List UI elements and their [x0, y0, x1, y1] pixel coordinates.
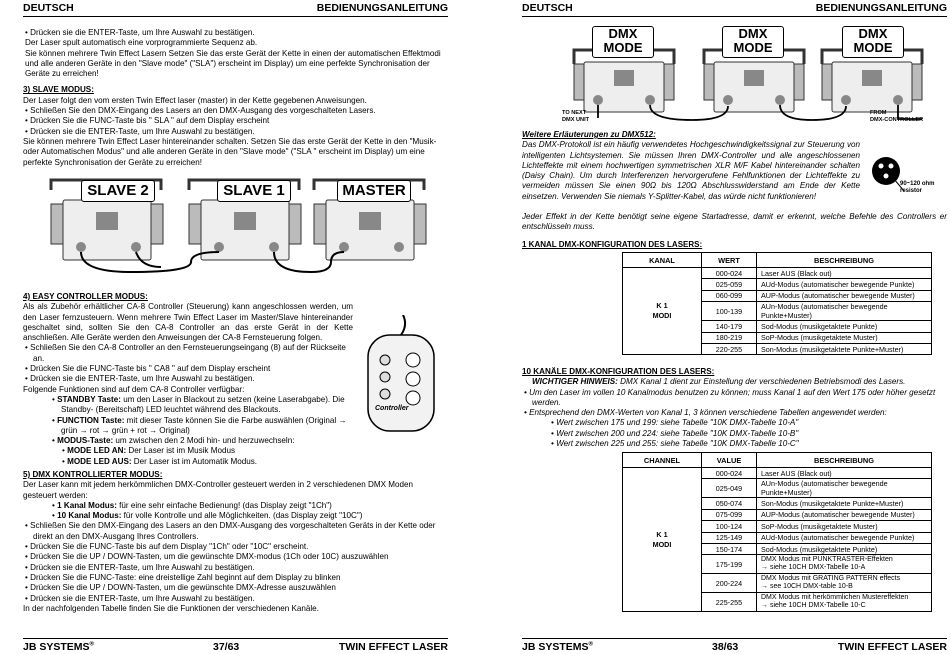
easy-bullet: • Drücken sie die ENTER-Taste, um Ihre Auswahl zu bestätigen.: [25, 374, 255, 384]
table2-sub: • Wert zwischen 225 und 255: siehe Tabelle "10K DMX-Tabelle 10-C": [551, 439, 799, 449]
label-slave-2: SLAVE 2: [81, 180, 155, 202]
slave-bullet: • Drücken sie die ENTER-Taste, um Ihre Auswahl zu bestätigen.: [25, 126, 255, 136]
header-rule: [23, 16, 448, 17]
easy-text2: Folgende Funktionen sind auf dem CA-8 Controller verfügbar:: [23, 384, 245, 394]
footer-rule: [23, 638, 448, 639]
footer-product: TWIN EFFECT LASER: [338, 641, 448, 653]
dmx-bullet: • Drücken Sie die UP / DOWN-Tasten, um die gewünschte DMX-modus (1Ch oder 10C) auszuwählen: [25, 552, 389, 562]
header-language: DEUTSCH: [23, 2, 74, 14]
desc-cell: DMX Modus mit GRATING PATTERN effects → see 10CH DMX-table 10-B: [757, 574, 932, 593]
intro-bullet: • Drücken sie die ENTER-Taste, um Ihre Auswahl zu bestätigen.: [25, 28, 255, 37]
table2-hint: WICHTIGER HINWEIS: DMX Kanal 1 dient zur Einstellung der verschiedenen Betriebsmodi des Lasers.: [532, 377, 906, 387]
table-header: WERT: [702, 253, 757, 268]
dmx512-text2: Jeder Effekt in der Kette benötigt seine eigene Startadresse, damit er erkennt, welche Befehle des Controllers er entschlüsseln muss.: [522, 212, 947, 232]
desc-cell: AUP-Modus (automatischer bewegende Muster): [757, 509, 932, 520]
slave-text: Der Laser folgt den vom ersten Twin Effect laser (master) in der Kette gegebenen Anweisungen.: [23, 95, 367, 105]
desc-cell: DMX Modus mit herkömmlichen Mustereffekten → siehe 10CH DMX-Tabelle 10-C: [757, 593, 932, 612]
value-cell: 180-219: [702, 332, 757, 343]
dmx-mode-item: • 10 Kanal Modus: für volle Kontrolle und alle Möglichkeiten. (das Display zeigt "10C"): [52, 511, 363, 521]
desc-cell: AUn-Modus (automatischer bewegende Punkte+Muster): [757, 479, 932, 498]
dmx-mode-item: • 1 Kanal Modus: für eine sehr einfache Bedienung! (das Display zeigt "1Ch"): [52, 500, 332, 510]
dmx512-text: Das DMX-Protokoll ist ein häufig verwendetes Hochgeschwindigkeitssignal zur Steuerung von intelligenten Lichtsystemen. Sie müssen Ihren DMX-Controller und alle angeschlossenen Lichteffekte mit einem hochwertigen symmetrischen XLR M/F Kabel hintereinander schalten (Daisy Chain). Um durch Interferenzen hervorgerufene Fehlfunktionen der Lichteffekte zu vermeiden müssen Sie einen 90Ω bis 120Ω Abschlusswiderstand am Ende der Kette einsetzen. Verwenden Sie niemals Y-Splitter-Kabel, das würde nicht funktionieren!: [522, 140, 860, 201]
desc-cell: AUd-Modus (automatischer bewegende Punkte): [757, 532, 932, 543]
footer-page-number: 37/63: [213, 641, 240, 653]
easy-sub-item: • MODUS-Taste: um zwischen den 2 Modi hin- und herzuwechseln:: [52, 436, 295, 446]
value-cell: 175-199: [702, 555, 757, 574]
from-controller-label: FROM DMX-CONTROLLER: [870, 110, 924, 123]
easy-mode-item: • MODE LED AUS: Der Laser ist im Automatik Modus.: [62, 456, 258, 466]
value-cell: 060-099: [702, 290, 757, 301]
value-cell: 225-255: [702, 593, 757, 612]
desc-cell: DMX Modus mit PUNKTRASTER-Effekten → siehe 10CH DMX-Tabelle 10-A: [757, 555, 932, 574]
table2-title: 10 KANÄLE DMX-KONFIGURATION DES LASERS:: [522, 367, 715, 376]
dmx-chain-diagram: [562, 24, 947, 126]
header-language: DEUTSCH: [522, 2, 573, 14]
value-cell: 050-074: [702, 498, 757, 509]
table-header: KANAL: [623, 253, 702, 268]
footer-rule: [522, 638, 947, 639]
intro-line: Der Laser spult automatisch eine vorprogrammierte Sequenz ab.: [25, 38, 258, 48]
dmx-bullet: • Drücken Sie die FUNC-Taste: eine dreistellige Zahl beginnt auf dem Display zu blinken: [25, 572, 341, 582]
dmx-table-1ch: [622, 252, 932, 355]
dmx512-title: Weitere Erläuterungen zu DMX512:: [522, 130, 656, 139]
value-cell: 000-024: [702, 468, 757, 479]
header-title: BEDIENUNGSANLEITUNG: [316, 2, 448, 14]
desc-cell: SoP-Modus (musikgetaktete Muster): [757, 332, 932, 343]
label-master: MASTER: [337, 180, 411, 202]
value-cell: 075-099: [702, 509, 757, 520]
label-dmx-mode-2: DMX MODE: [722, 26, 784, 58]
desc-cell: AUd-Modus (automatischer bewegende Punkte): [757, 279, 932, 290]
ca8-controller-illustration: [363, 315, 443, 435]
dmx-table-10ch: [622, 452, 932, 612]
footer-product: TWIN EFFECT LASER: [837, 641, 947, 653]
value-cell: 100-124: [702, 521, 757, 532]
table-row: [623, 468, 932, 479]
label-dmx-mode-1: DMX MODE: [592, 26, 654, 58]
label-slave-1: SLAVE 1: [217, 180, 291, 202]
dmx-text: Der Laser kann mit jedem herkömmlichen DMX-Controller gesteuert werden in 2 verschiedenen DMX Moden gesteuert werden:: [23, 480, 414, 500]
page-header: [23, 2, 448, 16]
footer-page-number: 38/63: [712, 641, 739, 653]
slave-bullet: • Schließen Sie den DMX-Eingang des Lasers an den DMX-Ausgang des vorgeschalteten Lasers.: [25, 106, 376, 116]
desc-cell: SoP-Modus (musikgetaktete Muster): [757, 521, 932, 532]
controller-label: Controller: [375, 405, 409, 412]
page-header: [522, 2, 947, 16]
section-title-slave: 3) SLAVE MODUS:: [23, 85, 94, 95]
table2-sub: • Wert zwischen 200 und 224: siehe Tabelle "10K DMX-Tabelle 10-B": [551, 428, 799, 438]
table2-bullet: • Entsprechend den DMX-Werten von Kanal 1, 3 können verschiedene Tabellen angewendet werden:: [524, 408, 887, 418]
value-cell: 150-174: [702, 543, 757, 554]
label-dmx-mode-3: DMX MODE: [842, 26, 904, 58]
table-row: [623, 268, 932, 279]
desc-cell: Laser AUS (Black out): [757, 268, 932, 279]
page-footer: [522, 641, 947, 654]
easy-text: Als als Zubehör erhältlicher CA-8 Controller (Steuerung) kann angeschlossen werden, um den Laser fernzusteuern. Wenn mehrere Twin Effect Laser im Master/Slave hintereinander geschaltet sind, sollten Sie den CA-8 Controller an das erste Gerät in der Kette anschließen. Alle Geräte werden den Anweisungen der CA-8 Fernsteuerung folgen.: [23, 302, 353, 343]
value-cell: 200-224: [702, 574, 757, 593]
easy-sub-item: • FUNCTION Taste: mit dieser Taste können Sie die Farbe auswählen (Original → grün → rot → grün + rot → Original): [52, 415, 347, 435]
header-rule: [522, 16, 947, 17]
xlr-resistor-illustration: [870, 155, 947, 199]
footer-brand: JB SYSTEMS®: [23, 641, 94, 653]
intro-block: [23, 28, 448, 168]
section-title-easy: 4) EASY CONTROLLER MODUS:: [23, 292, 148, 301]
value-cell: 140-179: [702, 321, 757, 332]
page-footer: [23, 641, 448, 654]
footer-brand: JB SYSTEMS®: [522, 641, 593, 653]
left-page: [23, 0, 448, 654]
dmx-bullet: • Schließen Sie den DMX-Eingang des Lasers an den DMX-Ausgang des vorgeschalteten Geräts in der Kette oder direkt an den DMX-Ausgang Ihres Controllers.: [25, 521, 436, 541]
table-header: BESCHREIBUNG: [757, 253, 932, 268]
desc-cell: Sod-Modus (musikgetaktete Punkte): [757, 543, 932, 554]
desc-cell: Son-Modus (musikgetaktete Punkte+Muster): [757, 343, 932, 354]
channel-cell: K 1 MODI: [623, 268, 702, 355]
dmx-bullet: • Drücken Sie die FUNC-Taste bis auf dem Display "1Ch" oder "10C" erscheint.: [25, 542, 309, 552]
dmx512-block: [522, 130, 860, 202]
header-title: BEDIENUNGSANLEITUNG: [815, 2, 947, 14]
dmx-bullet: • Drücken Sie die UP / DOWN-Tasten, um die gewünschte DMX-Adresse auszuwählen: [25, 583, 336, 593]
value-cell: 125-149: [702, 532, 757, 543]
dmx-end: In der nachfolgenden Tabelle finden Sie die Funktionen der verschiedenen Kanäle.: [23, 603, 319, 613]
desc-cell: Laser AUS (Black out): [757, 468, 932, 479]
dmx-mode-block: [23, 470, 448, 614]
value-cell: 025-059: [702, 279, 757, 290]
table2-intro: [522, 367, 947, 449]
section-title-dmx: 5) DMX KONTROLLIERTER MODUS:: [23, 470, 163, 479]
resistor-label: 90~120 ohm resistor: [900, 181, 935, 194]
easy-sub-item: • STANDBY Taste: um den Laser in Blackout zu setzen (keine Laserabgabe). Die Standby- (Bereitschaft) LED leuchtet während des Blackouts.: [52, 394, 345, 415]
easy-mode-item: • MODE LED AN: Der Laser ist im Musik Modus: [62, 446, 235, 456]
value-cell: 220-255: [702, 343, 757, 354]
table-header-row: [623, 453, 932, 468]
to-next-label: TO NEXT DMX UNIT: [562, 110, 590, 123]
table-header: VALUE: [702, 453, 757, 468]
slave-chain-diagram: [41, 172, 439, 282]
desc-cell: AUP-Modus (automatischer bewegende Muster): [757, 290, 932, 301]
table-header: CHANNEL: [623, 453, 702, 468]
right-page: [522, 0, 947, 654]
easy-controller-block: [23, 286, 353, 467]
value-cell: 100-139: [702, 302, 757, 321]
dmx-bullet: • Drücken sie die ENTER-Taste, um Ihre Auswahl zu bestätigen.: [25, 562, 255, 572]
table-header-row: [623, 253, 932, 268]
table2-bullet: • Um den Laser im vollen 10 Kanalmodus benutzen zu können; muss Kanal 1 auf den Wert 175 oder höher gesetzt werden.: [524, 387, 936, 407]
intro-line: Sie können mehrere Twin Effect Lasern Setzen Sie das erste Gerät der Kette in einen der automatischen Effektmodi und alle anderen Geräte in den "Slave mode" ("SLA") erscheint im Display) um eine perfekte Synchronisation der Geräte zu erreichen!: [25, 48, 441, 79]
value-cell: 025-049: [702, 479, 757, 498]
easy-bullet: • Drücken Sie die FUNC-Taste bis " CA8 " auf dem Display erscheint: [25, 364, 271, 374]
table2-sub: • Wert zwischen 175 und 199: siehe Tabelle "10K DMX-Tabelle 10-A": [551, 418, 799, 428]
table1-title: 1 KANAL DMX-KONFIGURATION DES LASERS:: [522, 240, 703, 249]
dmx-bullet: • Drücken sie die ENTER-Taste, um Ihre Auswahl zu bestätigen.: [25, 593, 255, 603]
desc-cell: AUn-Modus (automatischer bewegende Punkte+Muster): [757, 302, 932, 321]
value-cell: 000-024: [702, 268, 757, 279]
desc-cell: Son-Modus (musikgetaktete Punkte+Muster): [757, 498, 932, 509]
desc-cell: Sod-Modus (musikgetaktete Punkte): [757, 321, 932, 332]
slave-text2: Sie können mehrere Twin Effect Laser hintereinander schalten. Setzen Sie das erste Gerät der Kette in den "Musik- oder Automatischen Modus" und alle anderen Geräte in den "Slave mode" ("SLA " erscheint im Display) um eine perfekte Synchronisation der Geräte zu erreichen!: [23, 136, 437, 167]
easy-bullet: • Schließen Sie den CA-8 Controller an den Fernsteuerungseingang (8) auf der Rückseite an.: [25, 343, 346, 363]
slave-bullet: • Drücken Sie die FUNC-Taste bis " SLA " auf dem Display erscheint: [25, 116, 270, 126]
table-header: BESCHREIBUNG: [757, 453, 932, 468]
channel-cell: K 1 MODI: [623, 468, 702, 612]
